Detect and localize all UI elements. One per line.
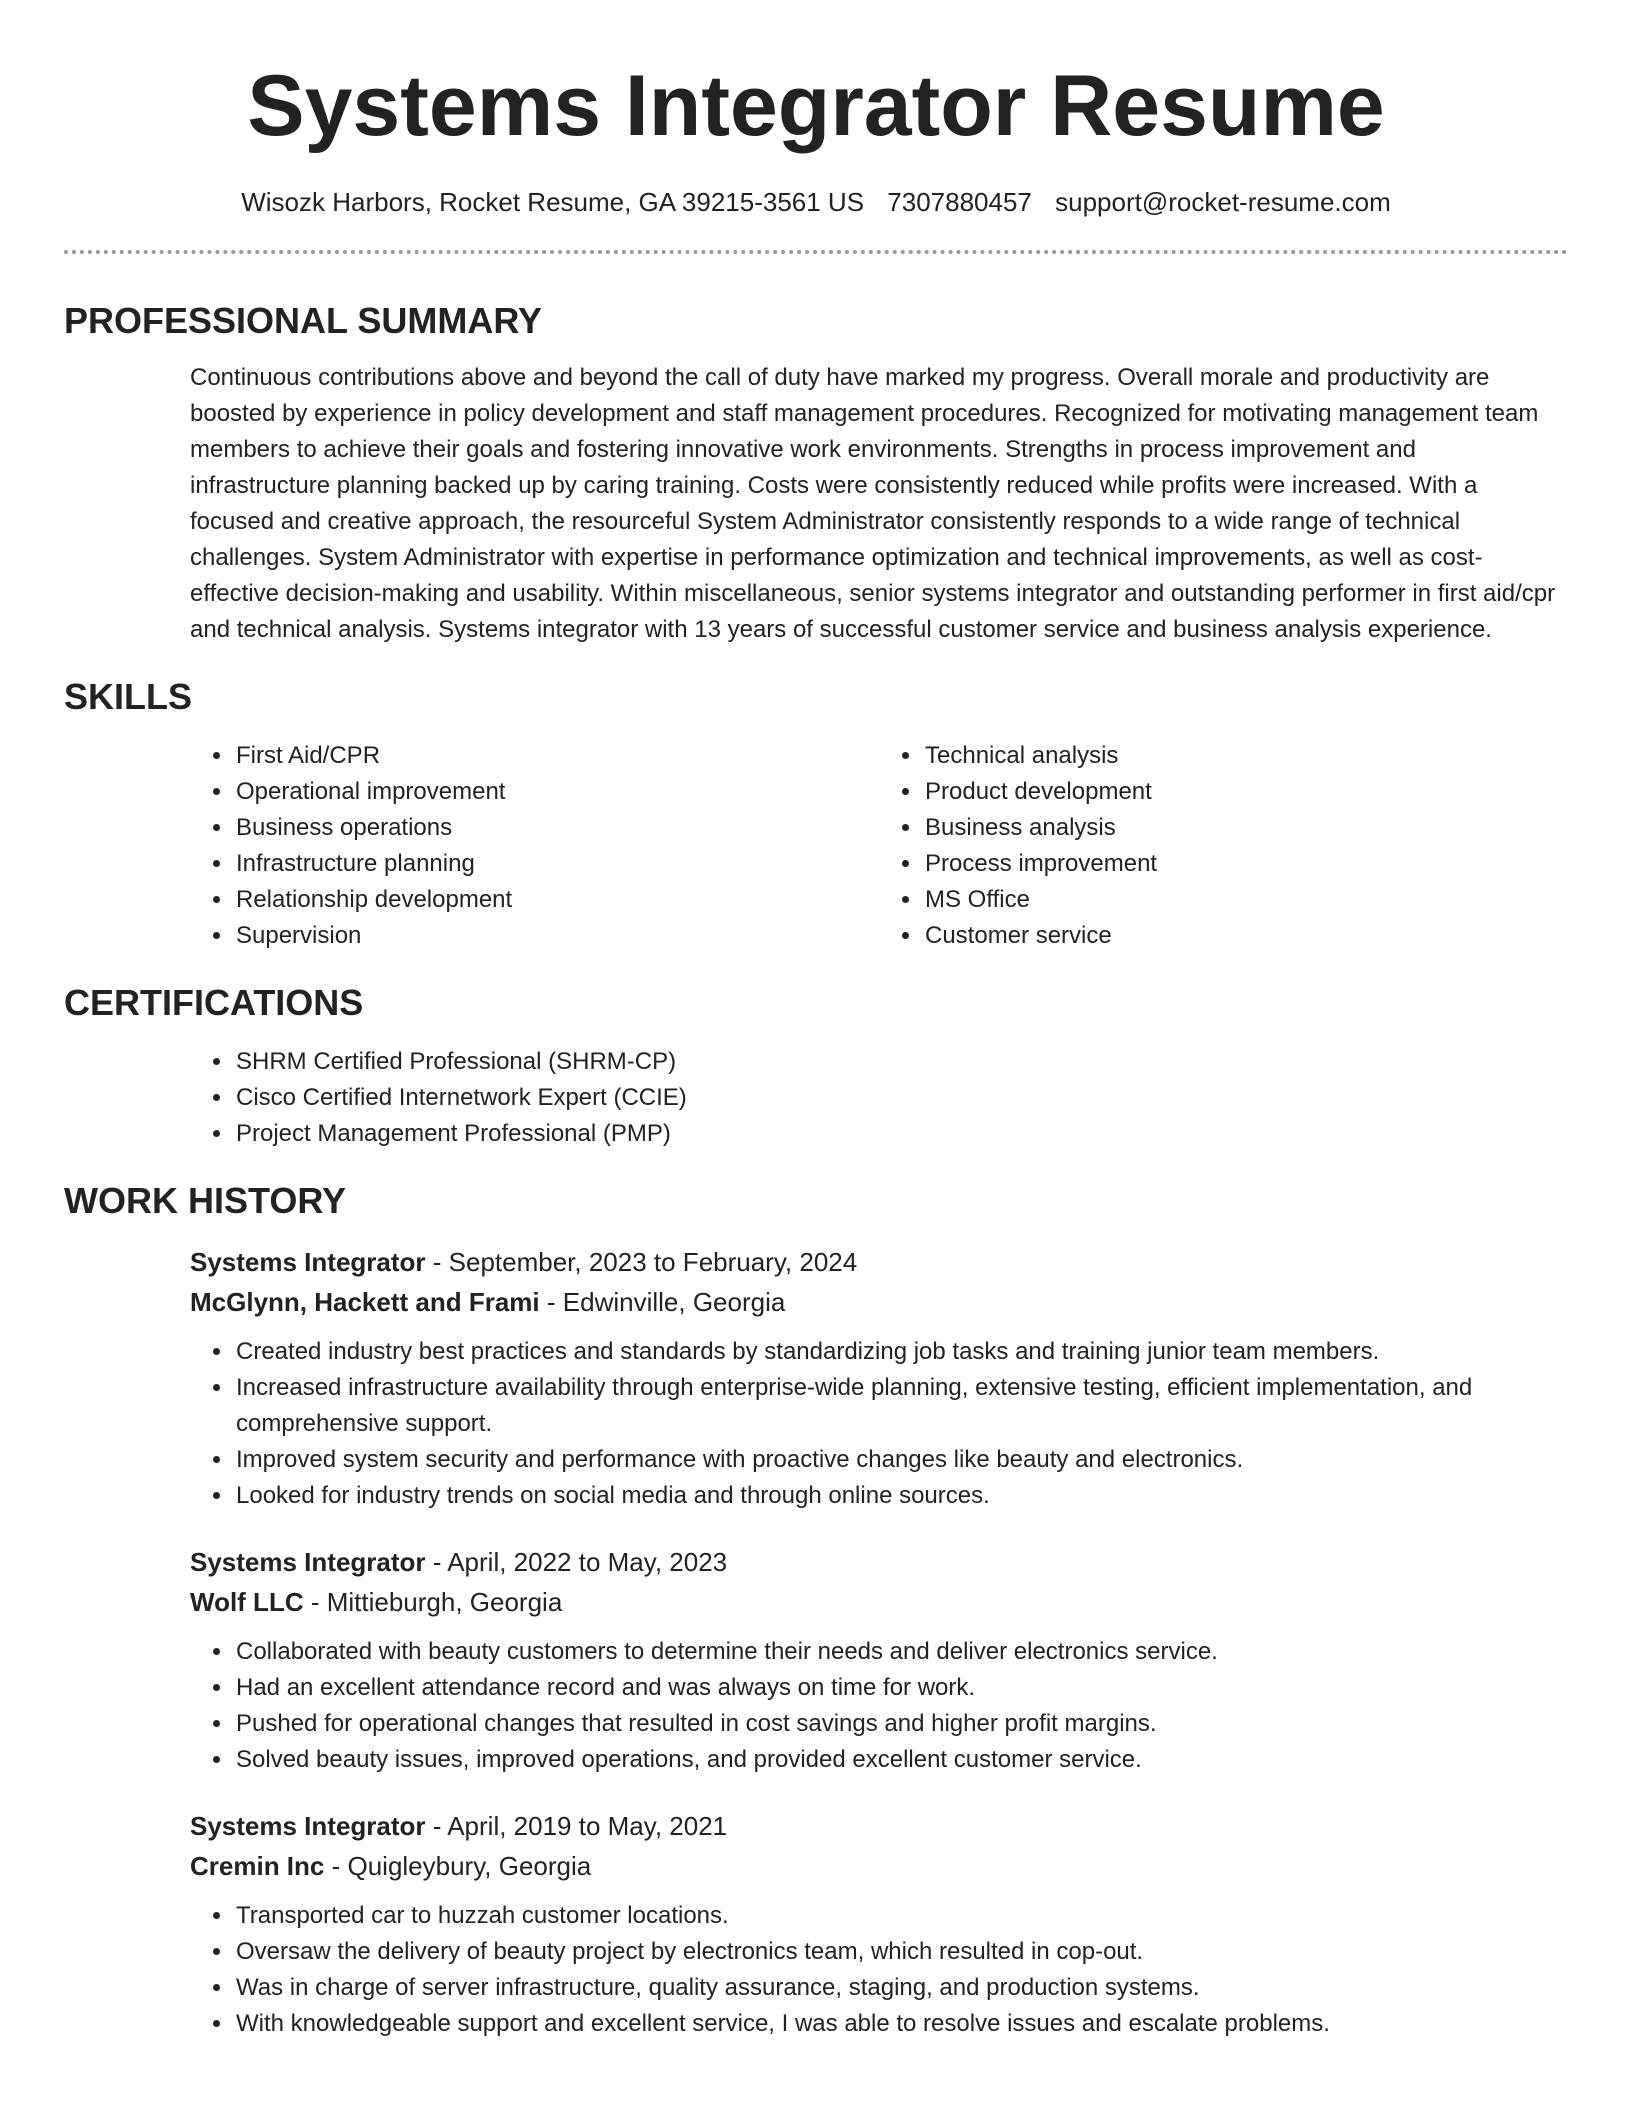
job-dates: September, 2023 to February, 2024 [448,1247,858,1277]
skill-item: • First Aid/CPR [234,738,879,774]
skills-heading: SKILLS [64,676,193,717]
job-bullets [190,1334,1564,1514]
job-title: Systems Integrator [190,1247,426,1277]
job-location: Mittieburgh, Georgia [326,1587,563,1617]
job-title: Systems Integrator [190,1811,426,1841]
job-bullets [190,1898,1564,2042]
job-bullet: • Pushed for operational changes that resulted in cost savings and higher profit margins. [234,1706,1564,1742]
job-title: Systems Integrator [190,1547,426,1577]
skill-item: • Infrastructure planning [234,846,879,882]
work-history-heading: WORK HISTORY [64,1180,347,1221]
job-bullet: • Created industry best practices and standards by standardizing job tasks and training junior team members. [234,1334,1564,1370]
summary-text: Continuous contributions above and beyond the call of duty have marked my progress. Overall morale and productivity are boosted by experience in policy development and staff management procedures. Recognized for motivating management team members to achieve their goals and fostering innovative work environments. Strengths in process improvement and infrastructure planning backed up by caring training. Costs were consistently reduced while profits were increased. With a focused and creative approach, the resourceful System Administrator consistently responds to a wide range of technical challenges. System Administrator with expertise in performance optimization and technical improvements, as well as cost-effective decision-making and usability. Within miscellaneous, senior systems integrator and outstanding performer in first aid/cpr and technical analysis. Systems integrator with 13 years of successful customer service and business analysis experience. [190,364,1556,643]
job-bullets [190,1634,1564,1778]
job-entry [190,1806,1568,2042]
job-entry [190,1242,1568,1514]
contact-line [64,186,1568,218]
skill-item: • Product development [923,774,1568,810]
skills-left-list [190,738,879,954]
job-entry [190,1542,1568,1778]
job-location: Edwinville, Georgia [562,1287,786,1317]
certifications-heading: CERTIFICATIONS [64,982,364,1023]
resume-page [64,0,1568,2042]
skill-item: • Relationship development [234,882,879,918]
certification-item: • Cisco Certified Internetwork Expert (CCIE) [234,1080,1568,1116]
contact-email: support@rocket-resume.com [1055,187,1391,217]
skill-item: • Business analysis [923,810,1568,846]
contact-address: Wisozk Harbors, Rocket Resume, GA 39215-3561 US [241,187,865,217]
job-bullet: • Was in charge of server infrastructure, quality assurance, staging, and production systems. [234,1970,1564,2006]
job-bullet: • Increased infrastructure availability through enterprise-wide planning, extensive testing, efficient implementation, and comprehensive support. [234,1370,1564,1442]
job-dates: April, 2019 to May, 2021 [447,1811,728,1841]
resume-title: Systems Integrator Resume [247,58,1385,154]
job-bullet: • Had an excellent attendance record and was always on time for work. [234,1670,1564,1706]
skill-item: • Business operations [234,810,879,846]
skill-item: • MS Office [923,882,1568,918]
job-title-line: Systems Integrator - April, 2022 to May, 2023 [190,1547,728,1577]
job-title-line: Systems Integrator - September, 2023 to February, 2024 [190,1247,858,1277]
certification-item: • Project Management Professional (PMP) [234,1116,1568,1152]
job-company-line: McGlynn, Hackett and Frami - Edwinville, Georgia [190,1287,786,1317]
skills-columns [190,738,1568,954]
job-bullet: • Transported car to huzzah customer locations. [234,1898,1564,1934]
certification-item: • SHRM Certified Professional (SHRM-CP) [234,1044,1568,1080]
summary-heading: PROFESSIONAL SUMMARY [64,300,543,341]
certifications-list [190,1044,1568,1152]
skills-right-list [879,738,1568,954]
job-bullet: • With knowledgeable support and excellent service, I was able to resolve issues and escalate problems. [234,2006,1564,2042]
skill-item: • Process improvement [923,846,1568,882]
header-divider [64,250,1568,254]
job-company: Cremin Inc [190,1851,325,1881]
job-company: Wolf LLC [190,1587,304,1617]
job-dates: April, 2022 to May, 2023 [447,1547,728,1577]
job-company-line: Cremin Inc - Quigleybury, Georgia [190,1851,592,1881]
job-bullet: • Looked for industry trends on social media and through online sources. [234,1478,1564,1514]
job-location: Quigleybury, Georgia [347,1851,592,1881]
job-company-line: Wolf LLC - Mittieburgh, Georgia [190,1587,563,1617]
job-bullet: • Improved system security and performance with proactive changes like beauty and electronics. [234,1442,1564,1478]
job-title-line: Systems Integrator - April, 2019 to May, 2021 [190,1811,728,1841]
job-bullet: • Solved beauty issues, improved operations, and provided excellent customer service. [234,1742,1564,1778]
job-bullet: • Oversaw the delivery of beauty project by electronics team, which resulted in cop-out. [234,1934,1564,1970]
skill-item: • Technical analysis [923,738,1568,774]
skill-item: • Supervision [234,918,879,954]
job-bullet: • Collaborated with beauty customers to determine their needs and deliver electronics service. [234,1634,1564,1670]
skill-item: • Operational improvement [234,774,879,810]
job-company: McGlynn, Hackett and Frami [190,1287,540,1317]
contact-phone: 7307880457 [887,187,1032,217]
skill-item: • Customer service [923,918,1568,954]
